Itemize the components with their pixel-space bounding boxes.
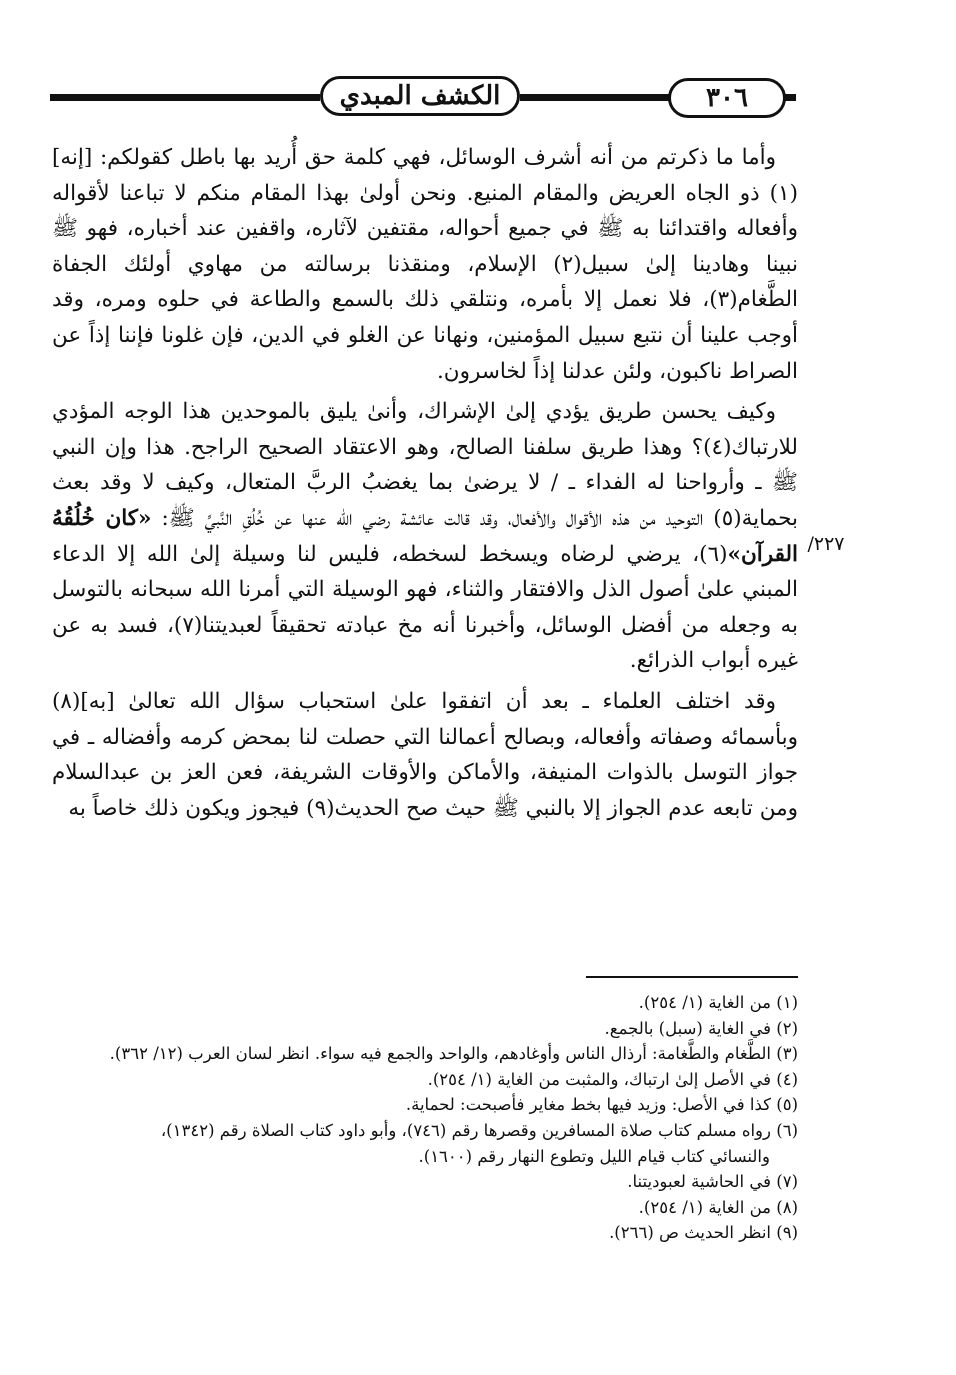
footnote-4: (٤) في الأصل إلىٰ ارتباك، والمثبت من الغاية (١/ ٢٥٤). — [427, 1069, 798, 1089]
page-number: ٣٠٦ — [668, 78, 786, 118]
footnote-1: (١) من الغاية (١/ ٢٥٤). — [638, 993, 798, 1012]
footnote-separator — [586, 976, 798, 978]
footnote-6-continued: والنسائي كتاب قيام الليل وتطوع النهار رقم (١٦٠٠). — [418, 1146, 770, 1166]
footnote-8: (٨) من الغاية (١/ ٢٥٤). — [638, 1197, 798, 1217]
footnotes — [52, 990, 798, 1246]
footnote-6: (٦) رواه مسلم كتاب صلاة المسافرين وقصرها رقم (٧٤٦)، وأبو داود كتاب الصلاة رقم (١٣٤٢)، — [160, 1120, 798, 1140]
footnote-5: (٥) كذا في الأصل: وزيد فيها بخط مغاير فأصبحت: لحماية. — [405, 1095, 798, 1115]
paragraph-2-part-b: (٦)، يرضي لرضاه ويسخط لسخطه، فليس لنا وسيلة إلىٰ الله إلا الدعاء المبني علىٰ أصول الذل والافتقار والثناء، فهو الوسيلة التي أمرنا الله سبحانه بالتوسل به وجعله من أفضل الوسائل، وأخبرنا أنه مخ عبادته تحقيقاً لعبديتنا(٧)، فسد به عن غيره أبواب الذرائع. — [52, 541, 798, 674]
footnote-3: (٣) الطَّغام والطَّغامة: أرذال الناس وأوغادهم، والواحد والجمع فيه سواء. انظر لسان العرب (١٢/ ٣٦٢). — [109, 1044, 798, 1064]
footnote-2: (٢) في الغاية (سبل) بالجمع. — [604, 1018, 798, 1038]
running-header — [50, 72, 796, 128]
paragraph-3: وقد اختلف العلماء ـ بعد أن اتفقوا علىٰ استحباب سؤال الله تعالىٰ [به](٨) وبأسمائه وصفاته وأفعاله، وبصالح أعمالنا التي حصلت لنا بمحض كرمه وأفضاله ـ في جواز التوسل بالذوات المنيفة، والأماكن والأوقات الشريفة، فعن العز بن عبدالسلام ومن تابعه عدم الجواز إلا بالنبي ﷺ حيث صح الحديث(٩) فيجوز ويكون ذلك خاصاً به — [52, 688, 798, 821]
footnote-9: (٩) انظر الحديث ص (٢٦٦). — [609, 1223, 798, 1243]
manuscript-folio-marker: ٢٢٧/ — [807, 533, 845, 555]
running-title: الكشف المبدي — [320, 76, 520, 116]
main-text — [52, 140, 798, 831]
page-number-frame — [668, 72, 796, 128]
footnote-7: (٧) في الحاشية لعبوديتنا. — [627, 1172, 798, 1192]
hadith-quote: «كان خُلُقُهُ القرآن» — [52, 505, 798, 567]
paragraph-2-part-a: وكيف يحسن طريق يؤدي إلىٰ الإشراك، وأنىٰ يليق بالموحدين هذا الوجه المؤدي للارتباك(٤)؟ وهذا طريق سلفنا الصالح، وهو الاعتقاد الصحيح الراجح. هذا وإن النبي ﷺ ـ وأرواحنا له الفداء ـ / لا يرضىٰ بما يغضبُ الربَّ المتعال، وكيف لا وقد بعث بحماية(٥) التوحيد من هذه الأقوال والأفعال، وقد قالت عائشة رضي الله عنها عن خُلُقِ النَّبيِّ ﷺ: — [52, 399, 798, 531]
header-rule-left — [50, 94, 320, 101]
paragraph-2 — [52, 394, 798, 679]
paragraph-1: وأما ما ذكرتم من أنه أشرف الوسائل، فهي كلمة حق أُريد بها باطل كقولكم: [إنه](١) ذو الجاه العريض والمقام المنيع. ونحن أولىٰ بهذا المقام منكم لا تباعنا لأقواله وأفعاله واقتدائنا به ﷺ في جميع أحواله، مقتفين لآثاره، واقفين عند أخباره، فهو ﷺ نبينا وهادينا إلىٰ سبيل(٢) الإسلام، ومنقذنا برسالته من مهاوي أولئك الجفاة الطَّغام(٣)، فلا نعمل إلا بأمره، ونتلقي ذلك بالسمع والطاعة في حلوه ومره، وقد أوجب علينا أن نتبع سبيل المؤمنين، ونهانا عن الغلو في الدين، فإن غلونا فإننا إذاً عن الصراط ناكبون، ولئن عدلنا إذاً لخاسرون. — [52, 145, 798, 384]
